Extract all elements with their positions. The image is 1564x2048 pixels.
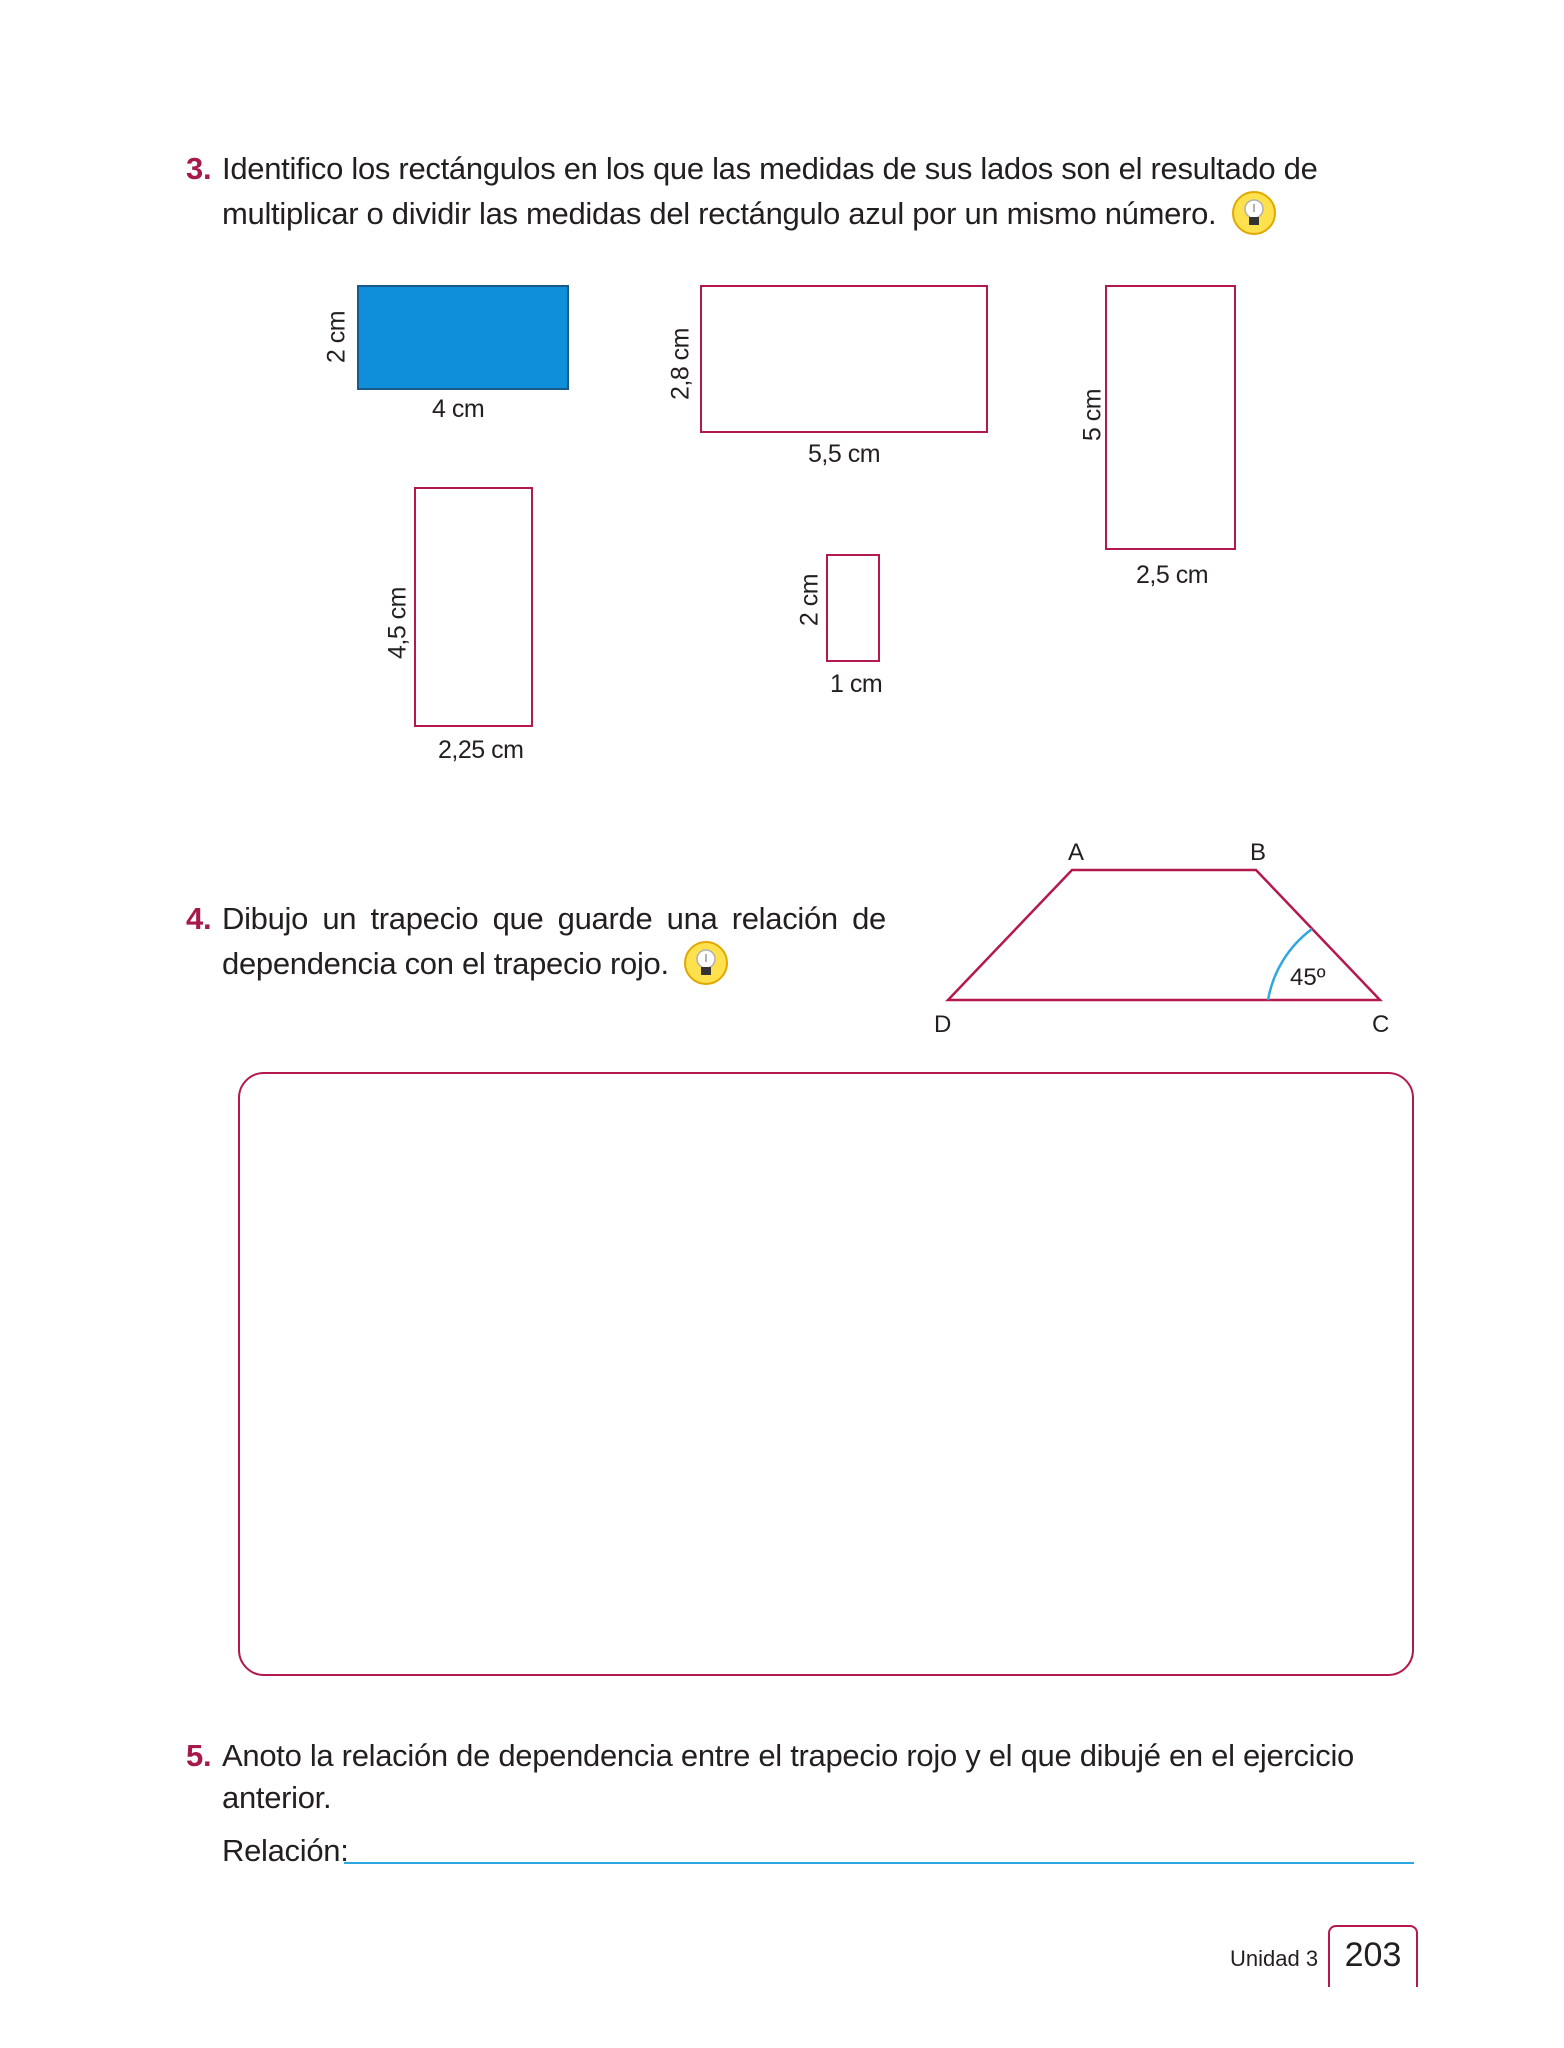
rectangle-2-height-label: 2,8 cm [666,327,695,401]
drawing-area[interactable] [238,1072,1414,1676]
vertex-c-label: C [1372,1011,1390,1038]
rectangle-3-width-label: 2,5 cm [1136,561,1209,589]
rectangle-3-height-label: 5 cm [1078,388,1107,442]
answer-label: Relación: [222,1833,349,1868]
vertex-b-label: B [1250,839,1267,866]
blue-rectangle-height-label: 2 cm [322,310,351,364]
rectangle-5-5-by-2-8 [700,285,988,433]
rectangle-2-width-label: 5,5 cm [808,440,881,468]
exercise-5-number: 5. [186,1738,212,1773]
rectangle-1-by-2 [826,554,880,662]
rectangle-2-25-by-4-5 [414,487,533,727]
red-trapezoid-figure [920,830,1400,1050]
page-number: 203 [1328,1925,1418,1987]
angle-label: 45º [1290,964,1326,991]
exercise-3-text: Identifico los rectángulos en los que las medidas de sus lados son el resultado de multiplicar o dividir las medidas del rectángulo azul por un mismo número. [222,151,1318,231]
exercise-4-text: Dibujo un trapecio que guarde una relación de dependencia con el trapecio rojo. [222,901,886,981]
rectangle-2-5-by-5 [1105,285,1236,550]
rectangle-5-height-label: 2 cm [795,573,824,627]
vertex-a-label: A [1068,839,1085,866]
lightbulb-hint-icon[interactable] [683,940,729,986]
rectangle-4-width-label: 2,25 cm [438,736,524,764]
exercise-3-number: 3. [186,151,212,186]
unit-label: Unidad 3 [1230,1946,1319,1971]
exercise-4-instruction [186,898,886,986]
rectangle-5-width-label: 1 cm [830,670,883,698]
exercise-4-number: 4. [186,901,212,936]
answer-line-input[interactable] [344,1862,1414,1864]
blue-rectangle [357,285,569,390]
exercise-3-instruction [186,148,1426,236]
blue-rectangle-width-label: 4 cm [432,395,485,423]
exercise-5-instruction [186,1735,1436,1819]
vertex-d-label: D [934,1011,952,1038]
rectangle-4-height-label: 4,5 cm [383,586,412,660]
lightbulb-hint-icon[interactable] [1231,190,1277,236]
exercise-5-text: Anoto la relación de dependencia entre el trapecio rojo y el que dibujé en el ejercicio anterior. [222,1738,1354,1815]
